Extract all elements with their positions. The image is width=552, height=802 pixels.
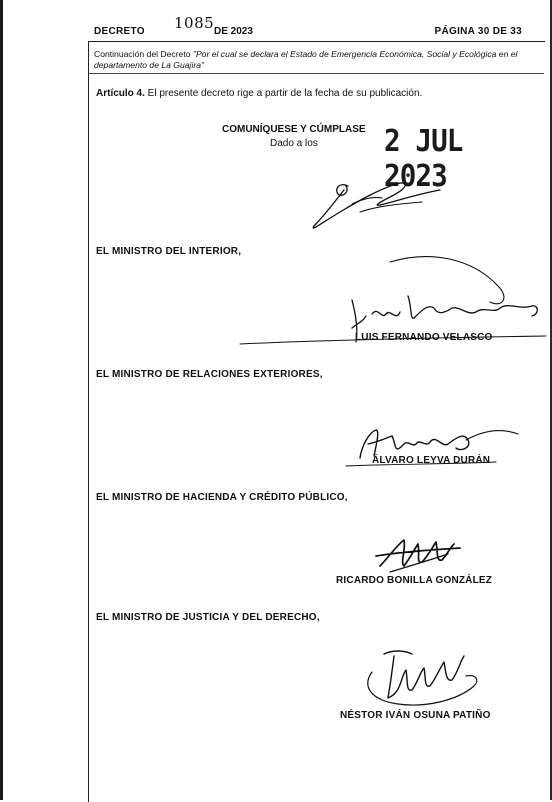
presidential-signature <box>300 160 460 240</box>
signature-bonilla <box>370 532 470 578</box>
signature-leyva <box>346 418 526 478</box>
title-ministro-justicia: EL MINISTRO DE JUSTICIA Y DEL DERECHO, <box>96 612 320 623</box>
title-ministro-relaciones-exteriores: EL MINISTRO DE RELACIONES EXTERIORES, <box>96 369 323 380</box>
dado-a-los: Dado a los <box>270 138 318 149</box>
comuniquese-heading: COMUNÍQUESE Y CÚMPLASE <box>222 124 366 135</box>
date-stamp: 2 JUL 2023 <box>384 124 463 194</box>
name-leyva: ÁLVARO LEYVA DURÁN <box>372 455 491 466</box>
name-bonilla: RICARDO BONILLA GONZÁLEZ <box>336 575 493 586</box>
article-label: Artículo 4. <box>96 88 145 99</box>
continuation-title: "Por el cual se declara el Estado de Emergencia Económica, Social y Ecológica en el departamento de La Guajira" <box>94 49 518 70</box>
article-text: El presente decreto rige a partir de la fecha de su publicación. <box>144 88 423 99</box>
continuation-prefix: Continuación del Decreto <box>94 49 193 59</box>
decree-number: 1085 <box>174 14 215 32</box>
page-number: PÁGINA 30 DE 33 <box>434 26 522 37</box>
decree-label: DECRETO <box>94 26 145 37</box>
continuation-divider <box>88 73 544 74</box>
name-velasco: LUIS FERNANDO VELASCO <box>355 332 493 343</box>
name-osuna: NÉSTOR IVÁN OSUNA PATIÑO <box>340 710 491 721</box>
title-ministro-hacienda: EL MINISTRO DE HACIENDA Y CRÉDITO PÚBLICO, <box>96 492 348 503</box>
continuation-note <box>94 49 539 71</box>
decree-year: DE 2023 <box>214 26 253 37</box>
signature-osuna <box>362 642 482 710</box>
title-ministro-interior: EL MINISTRO DEL INTERIOR, <box>96 246 242 257</box>
article-4 <box>96 88 422 99</box>
page-left-edge <box>0 0 3 800</box>
